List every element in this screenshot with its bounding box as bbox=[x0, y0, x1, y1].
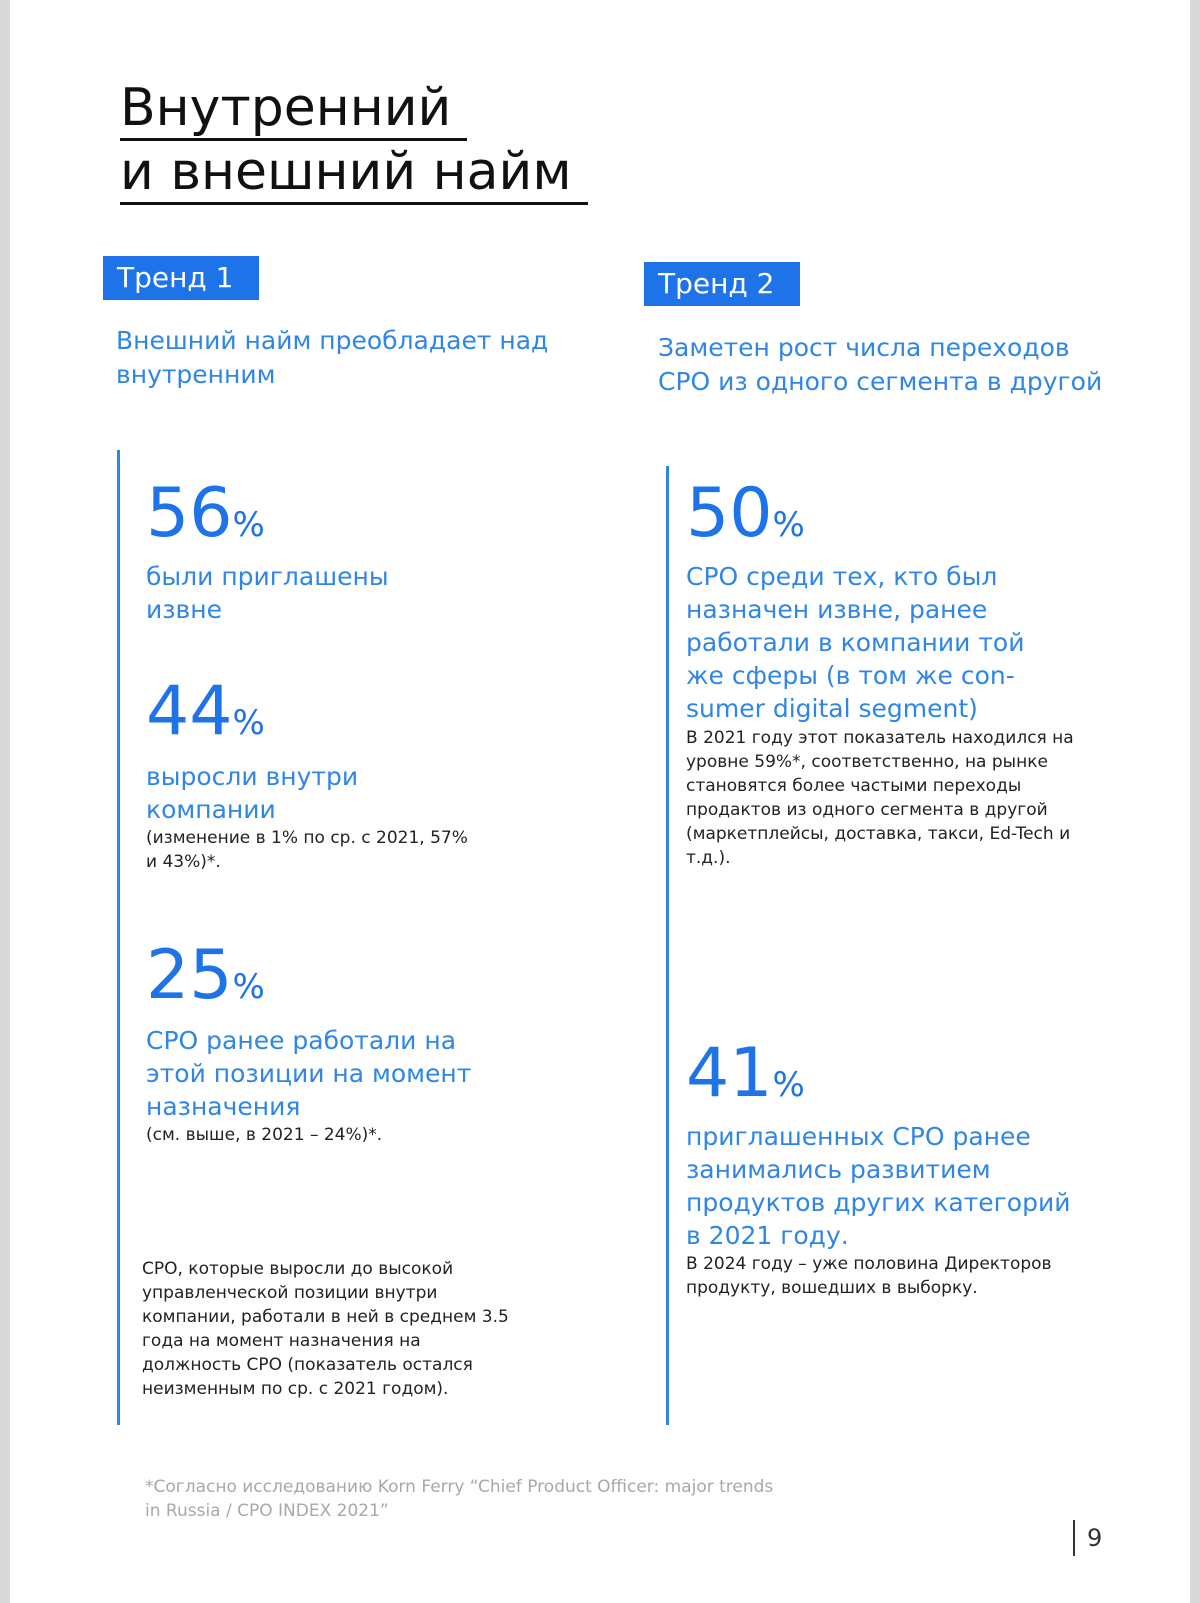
stat-50-note: В 2021 году этот показатель находился на уровне 59%*, соответственно, на рынке становятся более частыми переходы продактов из одного сегмента в другой (маркетплейсы, доставка, такси, Ed-Tech и т.д.). bbox=[686, 728, 1074, 868]
footnote: *Согласно исследованию Korn Ferry “Chief Product Officer: major trends in Russia / CPO INDEX 2021” bbox=[145, 1477, 774, 1521]
stat-41-note: В 2024 году – уже половина Директоров продукту, вошедших в выборку. bbox=[686, 1254, 1052, 1298]
stat-25-note: (см. выше, в 2021 – 24%)*. bbox=[146, 1125, 383, 1145]
stat-44-note: (изменение в 1% по ср. с 2021, 57% и 43%)*. bbox=[146, 828, 468, 872]
page-title-line-1: Внутренний bbox=[120, 78, 467, 141]
trend-1-bottom-note: CPO, которые выросли до высокой управленческой позиции внутри компании, работали в ней в среднем 3.5 года на момент назначения на должность CPO (показатель остался неизменным по ср. с 2021 годом). bbox=[142, 1259, 509, 1399]
stat-56-value bbox=[146, 474, 265, 561]
stat-44-value bbox=[146, 672, 265, 759]
stat-50-description: CPO среди тех, кто был назначен извне, ранее работали в компании той же сферы (в том же con-sumer digital segment) bbox=[686, 562, 1025, 723]
stat-44-description: выросли внутри компании bbox=[146, 762, 359, 824]
trend-2-badge: Тренд 2 bbox=[644, 262, 800, 306]
stat-56-number: 56 bbox=[146, 474, 233, 553]
trend-1-badge: Тренд 1 bbox=[103, 256, 259, 300]
stat-41-unit: % bbox=[772, 1065, 805, 1105]
page-title-line-2: и внешний найм bbox=[120, 142, 588, 205]
trend-1-heading: Внешний найм преобладает над внутренним bbox=[116, 326, 549, 389]
stat-50-unit: % bbox=[772, 505, 805, 545]
stat-41-value bbox=[686, 1034, 805, 1121]
stat-25-value bbox=[146, 936, 265, 1023]
stat-44-number: 44 bbox=[146, 672, 233, 751]
stat-41-description: приглашенных CPO ранее занимались развитием продуктов других категорий в 2021 году. bbox=[686, 1122, 1071, 1250]
page-number: 9 bbox=[1073, 1520, 1102, 1556]
trend-2-divider bbox=[666, 466, 669, 1425]
trend-1-divider bbox=[117, 450, 120, 1425]
stat-50-value bbox=[686, 474, 805, 561]
stat-41-number: 41 bbox=[686, 1034, 773, 1113]
stat-56-unit: % bbox=[232, 505, 265, 545]
stat-44-unit: % bbox=[232, 703, 265, 743]
stat-25-number: 25 bbox=[146, 936, 233, 1015]
stat-25-unit: % bbox=[232, 967, 265, 1007]
report-page bbox=[10, 0, 1190, 1603]
stat-25-description: CPO ранее работали на этой позиции на момент назначения bbox=[146, 1026, 472, 1121]
stat-50-number: 50 bbox=[686, 474, 773, 553]
stat-56-description: были приглашены извне bbox=[146, 562, 389, 624]
trend-2-heading: Заметен рост числа переходов CPO из одного сегмента в другой bbox=[658, 333, 1103, 396]
